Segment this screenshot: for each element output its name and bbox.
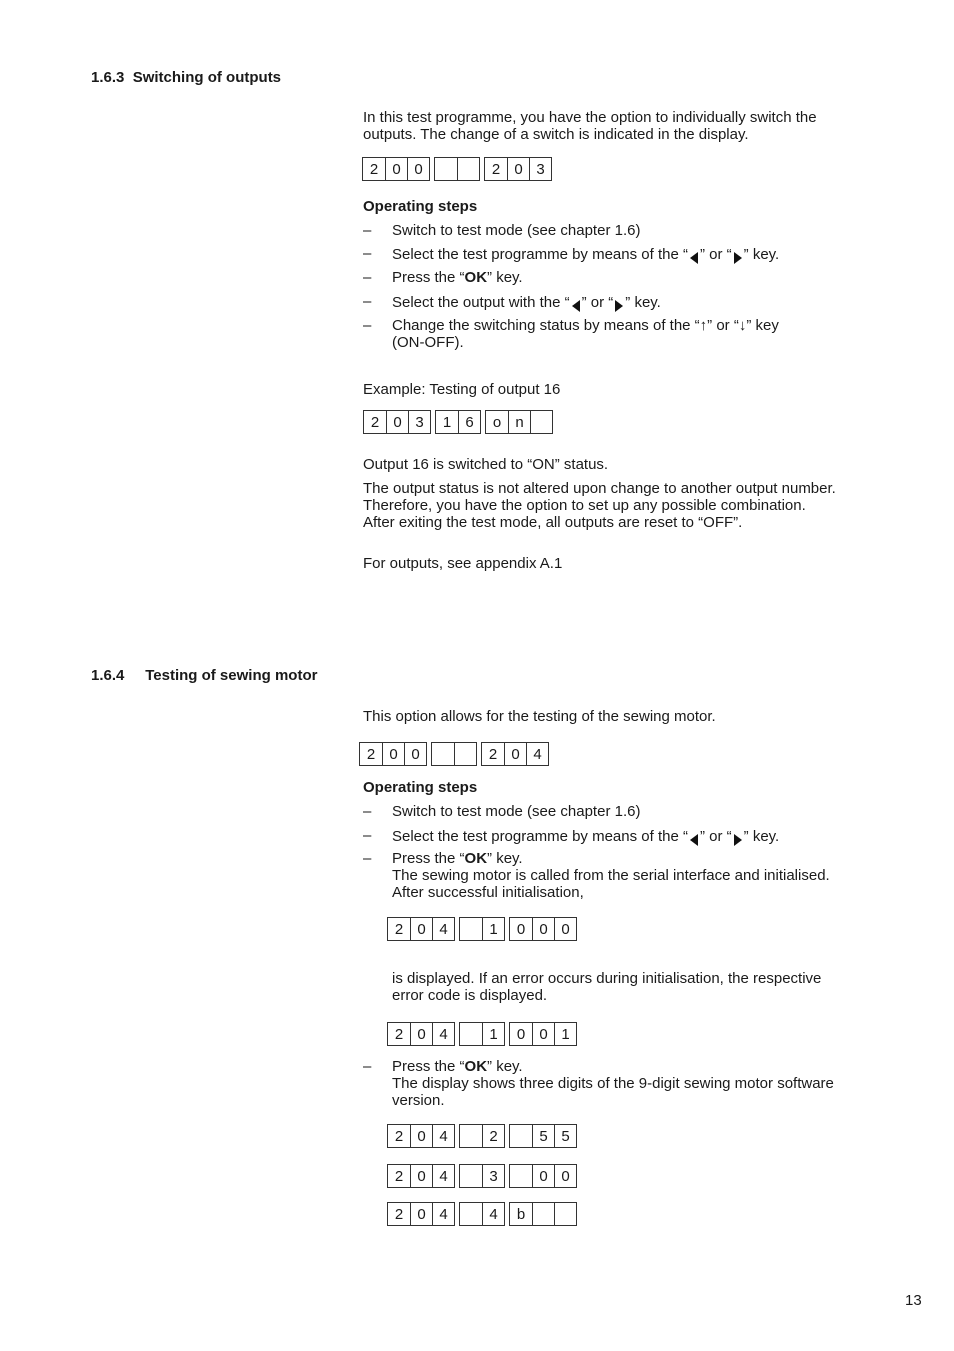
left-arrow-key-icon: [688, 245, 700, 267]
section-title: Switching of outputs: [132, 69, 282, 86]
switched-status-text: Output 16 is switched to “ON” status.: [363, 456, 609, 473]
display-group: 2 0 4: [481, 742, 549, 766]
section-number: 1.6.4: [91, 667, 125, 684]
display-group: 1: [459, 1022, 505, 1046]
left-arrow-key-icon: [688, 827, 700, 849]
display-readout: [387, 1164, 581, 1188]
display-group: 1: [459, 917, 505, 941]
intro-paragraph: This option allows for the testing of the sewing motor.: [363, 708, 716, 725]
step-item: – Select the output with the “ ” or “ ” key.: [363, 293, 923, 313]
display-readout: [387, 1022, 581, 1046]
step-item: – Press the “OK” key. The sewing motor is called from the serial interface and initialised. After successful initialisation,: [363, 850, 830, 901]
display-group: 2 0 0: [362, 157, 430, 181]
intro-paragraph: In this test programme, you have the option to individually switch the outputs. The change of a switch is indicated in the display.: [363, 109, 817, 143]
step-item: – Press the “OK” key.: [363, 269, 523, 286]
display-readout: [359, 742, 553, 766]
section-number: 1.6.3: [91, 69, 125, 86]
display-group: 2 0 4: [387, 1022, 455, 1046]
display-group: 2 0 4: [387, 917, 455, 941]
operating-steps-title: Operating steps: [363, 198, 478, 215]
error-paragraph: is displayed. If an error occurs during initialisation, the respective error code is displayed.: [392, 970, 822, 1004]
display-group: 5 5: [509, 1124, 577, 1148]
step-item: – Press the “OK” key. The display shows three digits of the 9-digit sewing motor software version.: [363, 1058, 834, 1109]
display-group: b: [509, 1202, 577, 1226]
page-number: 13: [905, 1292, 922, 1309]
display-group: 4: [459, 1202, 505, 1226]
section-heading-1-6-4: [91, 667, 317, 684]
right-arrow-key-icon: [732, 245, 744, 267]
appendix-reference: For outputs, see appendix A.1: [363, 555, 563, 572]
step-item: – Switch to test mode (see chapter 1.6): [363, 222, 641, 239]
display-group: 0 0 0: [509, 917, 577, 941]
display-group: 2 0 4: [387, 1202, 455, 1226]
display-readout: [363, 410, 557, 434]
section-heading-1-6-3: [91, 69, 281, 86]
step-item: – Change the switching status by means of the “↑” or “↓” key (ON-OFF).: [363, 317, 779, 351]
step-item: – Select the test programme by means of the “ ” or “ ” key.: [363, 245, 923, 265]
display-group: 2: [459, 1124, 505, 1148]
display-group: 2 0 3: [484, 157, 552, 181]
display-group: 1 6: [435, 410, 481, 434]
display-group: 2 0 3: [363, 410, 431, 434]
display-group: 3: [459, 1164, 505, 1188]
display-group: o n: [485, 410, 553, 434]
display-group: 0 0 1: [509, 1022, 577, 1046]
right-arrow-key-icon: [613, 293, 625, 315]
example-label: Example: Testing of output 16: [363, 381, 561, 398]
step-item: – Switch to test mode (see chapter 1.6): [363, 803, 641, 820]
step-item: – Select the test programme by means of the “ ” or “ ” key.: [363, 827, 923, 847]
status-paragraph: The output status is not altered upon change to another output number. Therefore, you have the option to set up any possible combination. After exiting the test mode, all outputs are reset to “OFF”.: [363, 480, 836, 531]
display-group: 2 0 0: [359, 742, 427, 766]
display-group: [434, 157, 480, 181]
display-readout: [387, 1124, 581, 1148]
display-group: 2 0 4: [387, 1124, 455, 1148]
display-group: 0 0: [509, 1164, 577, 1188]
display-readout: [362, 157, 556, 181]
display-readout: [387, 1202, 581, 1226]
display-readout: [387, 917, 581, 941]
right-arrow-key-icon: [732, 827, 744, 849]
display-group: [431, 742, 477, 766]
display-group: 2 0 4: [387, 1164, 455, 1188]
operating-steps-title: Operating steps: [363, 779, 478, 796]
left-arrow-key-icon: [570, 293, 582, 315]
section-title: Testing of sewing motor: [145, 667, 318, 684]
